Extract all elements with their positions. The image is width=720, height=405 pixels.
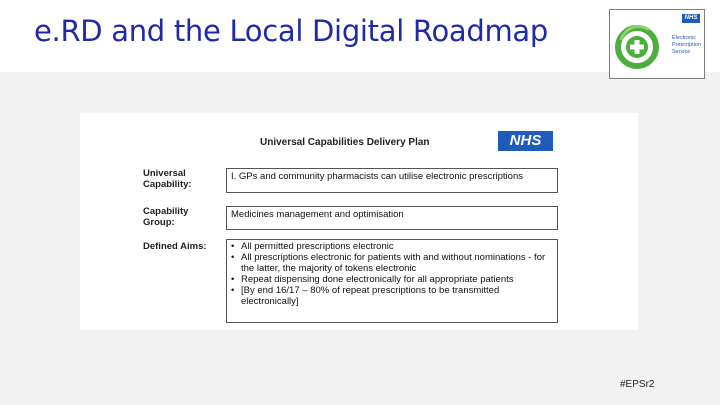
nhs-logo: NHS	[498, 131, 553, 151]
aim-item: • All prescriptions electronic for patients with and without nominations - for the latter, the majority of tokens electronic	[231, 252, 553, 274]
eps-logo	[609, 9, 705, 79]
group-value: Medicines management and optimisation	[226, 206, 558, 230]
eps-logo-text: Electronic Prescription Service	[672, 35, 702, 55]
aim-item: • [By end 16/17 – 80% of repeat prescriptions to be transmitted electronically]	[231, 285, 553, 307]
aims-label: Defined Aims:	[143, 241, 207, 252]
aim-item: • All permitted prescriptions electronic	[231, 241, 553, 252]
aim-item: • Repeat dispensing done electronically for all appropriate patients	[231, 274, 553, 285]
plan-title: Universal Capabilities Delivery Plan	[260, 137, 430, 148]
capability-value: I. GPs and community pharmacists can utilise electronic prescriptions	[226, 168, 558, 193]
capability-label: Universal Capability:	[143, 168, 192, 190]
delivery-plan-image	[80, 113, 638, 330]
group-label: Capability Group:	[143, 206, 189, 228]
nhs-tag: NHS	[682, 14, 700, 23]
slide-title: e.RD and the Local Digital Roadmap	[34, 14, 548, 48]
footer-hashtag: #EPSr2	[620, 379, 655, 390]
slide-header	[0, 0, 720, 72]
aims-box	[226, 239, 558, 323]
eps-plus-icon	[615, 20, 661, 72]
aims-list	[231, 241, 553, 307]
